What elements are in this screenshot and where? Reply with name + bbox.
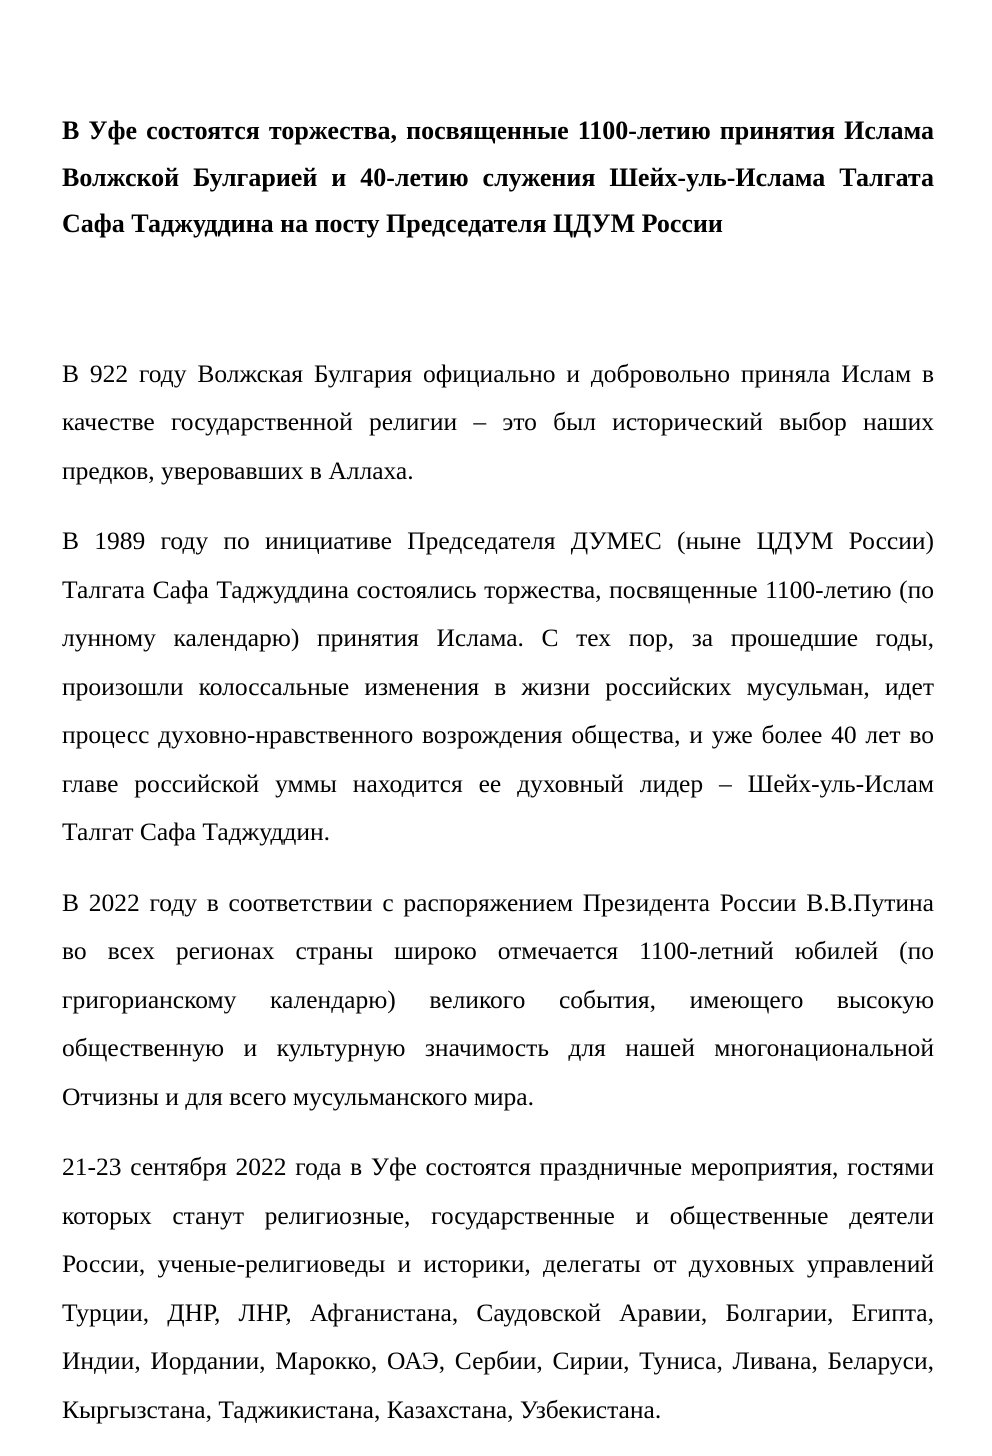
document-body	[62, 350, 934, 1435]
paragraph-3: В 2022 году в соответствии с распоряжением Президента России В.В.Путина во всех регионах страны широко отмечается 1100-летний юбилей (по григорианскому календарю) великого события, имеющего высокую общественную и культурную значимость для нашей многонациональной Отчизны и для всего мусульманского мира.	[62, 887, 934, 1111]
document-title: В Уфе состоятся торжества, посвященные 1100-летию принятия Ислама Волжской Булгарией и 40-летию служения Шейх-уль-Ислама Талгата Сафа Таджуддина на посту Председателя ЦДУМ России	[62, 116, 934, 238]
paragraph-2: В 1989 году по инициативе Председателя ДУМЕС (ныне ЦДУМ России) Талгата Сафа Таджуддина состоялись торжества, посвященные 1100-летию (по лунному календарю) принятия Ислама. С тех пор, за прошедшие годы, произошли колоссальные изменения в жизни российских мусульман, идет процесс духовно-нравственного возрождения общества, и уже более 40 лет во главе российской уммы находится ее духовный лидер – Шейх-уль-Ислам Талгат Сафа Таджуддин.	[62, 526, 934, 846]
paragraph-4: 21-23 сентября 2022 года в Уфе состоятся праздничные мероприятия, гостями которых станут религиозные, государственные и общественные деятели России, ученые-религиоведы и историки, делегаты от духовных управлений Турции, ДНР, ЛНР, Афганистана, Саудовской Аравии, Болгарии, Египта, Индии, Иордании, Марокко, ОАЭ, Сербии, Сирии, Туниса, Ливана, Беларуси, Кыргызстана, Таджикистана, Казахстана, Узбекистана.	[62, 1152, 934, 1424]
paragraph-1: В 922 году Волжская Булгария официально и добровольно приняла Ислам в качестве государственной религии – это был исторический выбор наших предков, уверовавших в Аллаха.	[62, 358, 934, 485]
document-page	[62, 108, 934, 1456]
